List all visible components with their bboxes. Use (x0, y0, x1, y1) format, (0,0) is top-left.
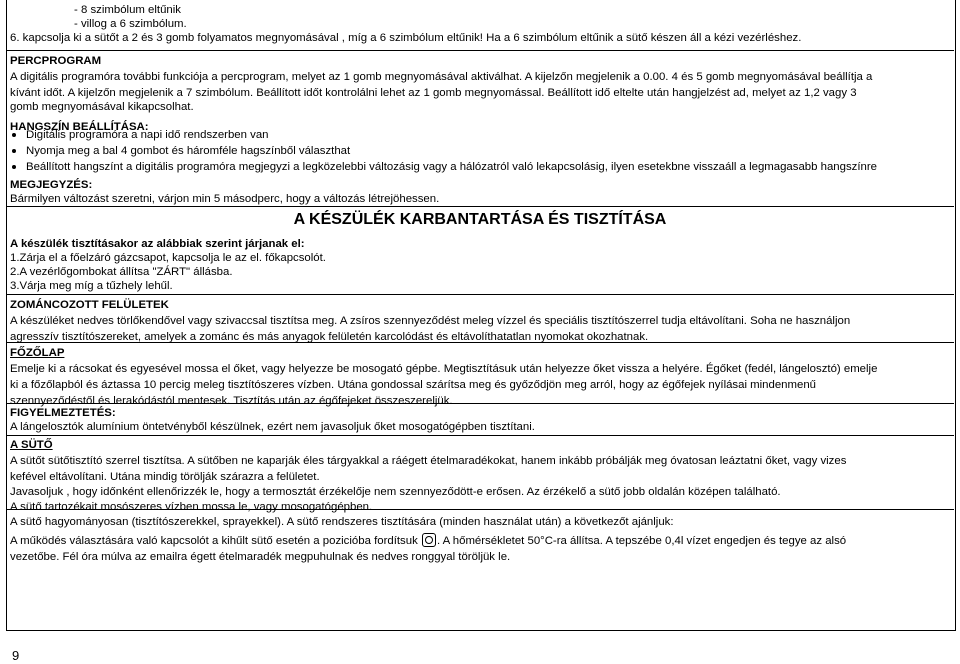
megjegyzes-heading: MEGJEGYZÉS: (10, 179, 93, 191)
hagyomanyos-section (6, 510, 954, 630)
zomanc-section (6, 295, 954, 343)
maintenance-step-1: 1.Zárja el a főelzáró gázcsapot, kapcsolja le az el. főkapcsolót. (10, 252, 326, 264)
suto-heading: A SÜTŐ (10, 439, 53, 451)
megjegyzes-text: Bármilyen változást szeretni, várjon min 5 másodperc, hogy a változás létrejöhessen. (10, 193, 440, 205)
hagyomanyos-line-2 (10, 533, 950, 548)
suto-line-2: kefével eltávolítani. Utána mindig törölják szárazra a felületet. (10, 471, 320, 483)
zomanc-line-1: A készüléket nedves törlőkendővel vagy szivaccsal tisztítsa meg. A zsíros szennyeződést meleg vízzel és speciális tisztítószerrel tudja eltávolítani. Soha ne használjon (10, 315, 851, 327)
maintenance-intro: A készülék tisztításakor az alábbiak szerint járjanak el: (10, 238, 305, 250)
hangszin-section (6, 126, 954, 181)
suto-section (6, 436, 954, 513)
fozolap-heading: FŐZŐLAP (10, 347, 65, 359)
top-block (6, 0, 954, 50)
page-number: 9 (12, 648, 20, 663)
hagyomanyos-line-2a: A működés választására való kapcsolót a kihűlt sütő esetén a pozicióba fordítsuk (10, 535, 418, 547)
hangszin-heading: HANGSZÍN BEÁLLÍTÁSA: (10, 121, 149, 133)
percprogram-heading: PERCPROGRAM (10, 55, 102, 67)
zomanc-heading: ZOMÁNCOZOTT FELÜLETEK (10, 299, 169, 311)
megjegyzes-section (6, 176, 954, 207)
fozolap-line-3: szennyeződéstől és lerakódástól mentesek. Tisztítás után az égőfejeket összeszereljük. (10, 395, 453, 407)
hagyomanyos-line-3: vezetőbe. Fél óra múlva az emailra égett ételmaradék megpuhulnak és nedves ronggyal töröljük le. (10, 551, 511, 563)
fozolap-line-2: ki a főzőlapból és áztassa 10 percig meleg tisztítószeres vízben. Utána gondossal szárítsa meg és győződjön meg arról, hogy az égőfejek nyílásai mindenmenű (10, 379, 817, 391)
line-symbol-8: - 8 szimbólum eltűnik (74, 4, 181, 16)
hagyomanyos-line-1: A sütő hagyományosan (tisztítószerekkel, sprayekkel). A sütő rendszeres tisztítására (minden használat után) a következőt ajánljuk: (10, 516, 674, 528)
figyelmeztetes-heading: FIGYELMEZTETÉS: (10, 407, 116, 419)
hangszin-list (10, 128, 950, 174)
suto-line-1: A sütőt sütőtisztító szerrel tisztítsa. A sütőben ne kaparják éles tárgyakkal a ráégett ételmaradékokat, hanem inkább próbálják meg óvatosan leáztatni őket, vagy vizes (10, 455, 847, 467)
step-6: 6. kapcsolja ki a sütőt a 2 és 3 gomb folyamatos megnyomásával , míg a 6 szimbólum eltűnik! Ha a 6 szimbólum eltűnik a sütő készen áll a kézi vezérléshez. (10, 32, 802, 44)
hagyomanyos-line-2b: . A hőmérsékletet 50°C-ra állítsa. A tepszébe 0,4l vízet engedjen és tegye az alsó (436, 535, 847, 547)
maintenance-step-3: 3.Várja meg míg a tűzhely lehűl. (10, 280, 173, 292)
fozolap-section (6, 343, 954, 407)
figyelmeztetes-section (6, 404, 954, 436)
list-item: Digitális programóra a napi idő rendszerben van (10, 128, 950, 142)
suto-line-3: Javasoljuk , hogy időnként ellenőrizzék le, hogy a termosztát érzékelője nem szennyeződött-e erősen. Az érzékelő a sütő jobb oldalán középen található. (10, 486, 781, 498)
suto-line-4: A sütő tartozékait mosószeres vízben mossa le, vagy mosogatógépben. (10, 501, 373, 513)
zomanc-line-2: agresszív tisztítószereket, amelyek a zománc és más anyagok felületén karcolódást és eltávolíthatatlan nyomokat okozhatnak. (10, 331, 649, 343)
percprogram-line-1: A digitális programóra további funkciója a percprogram, melyet az 1 gomb megnyomásával aktiválhat. A kijelzőn megjelenik a 0.00. 4 és 5 gomb megnyomásával beállítja a (10, 71, 873, 83)
list-item: Beállított hangszínt a digitális programóra megjegyzi a legközelebbi változásig vagy a hálózatról való lekapcsolásig, ilyen esetekbne visszaáll a legmagasabb hangszínre (10, 160, 950, 174)
maintenance-section (6, 207, 954, 295)
maintenance-title: A KÉSZÜLÉK KARBANTARTÁSA ÉS TISZTÍTÁSA (293, 211, 667, 228)
figyelmeztetes-text: A lángelosztók alumínium öntetvényből készülnek, ezért nem javasoljuk őket mosogatógépben tisztítani. (10, 421, 535, 433)
fozolap-line-1: Emelje ki a rácsokat és egyesével mossa el őket, vagy helyezze be mosogató gépbe. Megtisztításuk után helyezze őket vissza a helyére. Égőket (fedél, lángelosztó) emelje (10, 363, 878, 375)
percprogram-line-3: gomb megnyomásával kikapcsolhat. (10, 101, 194, 113)
maintenance-step-2: 2.A vezérlőgombokat állítsa "ZÁRT" állásba. (10, 266, 233, 278)
percprogram-line-2: kívánt időt. A kijelzőn megjelenik a 7 szimbólum. Beállított időt kontrolálni lehet az 1 gomb megnyomással. Beállított idő eltelte után hangjelzést ad, melyet az 1,2 vagy 3 (10, 87, 857, 99)
list-item: Nyomja meg a bal 4 gombot és háromféle hagszínből választhat (10, 144, 950, 158)
oven-mode-symbol-icon (422, 533, 436, 547)
line-symbol-6: - villog a 6 szimbólum. (74, 18, 187, 30)
